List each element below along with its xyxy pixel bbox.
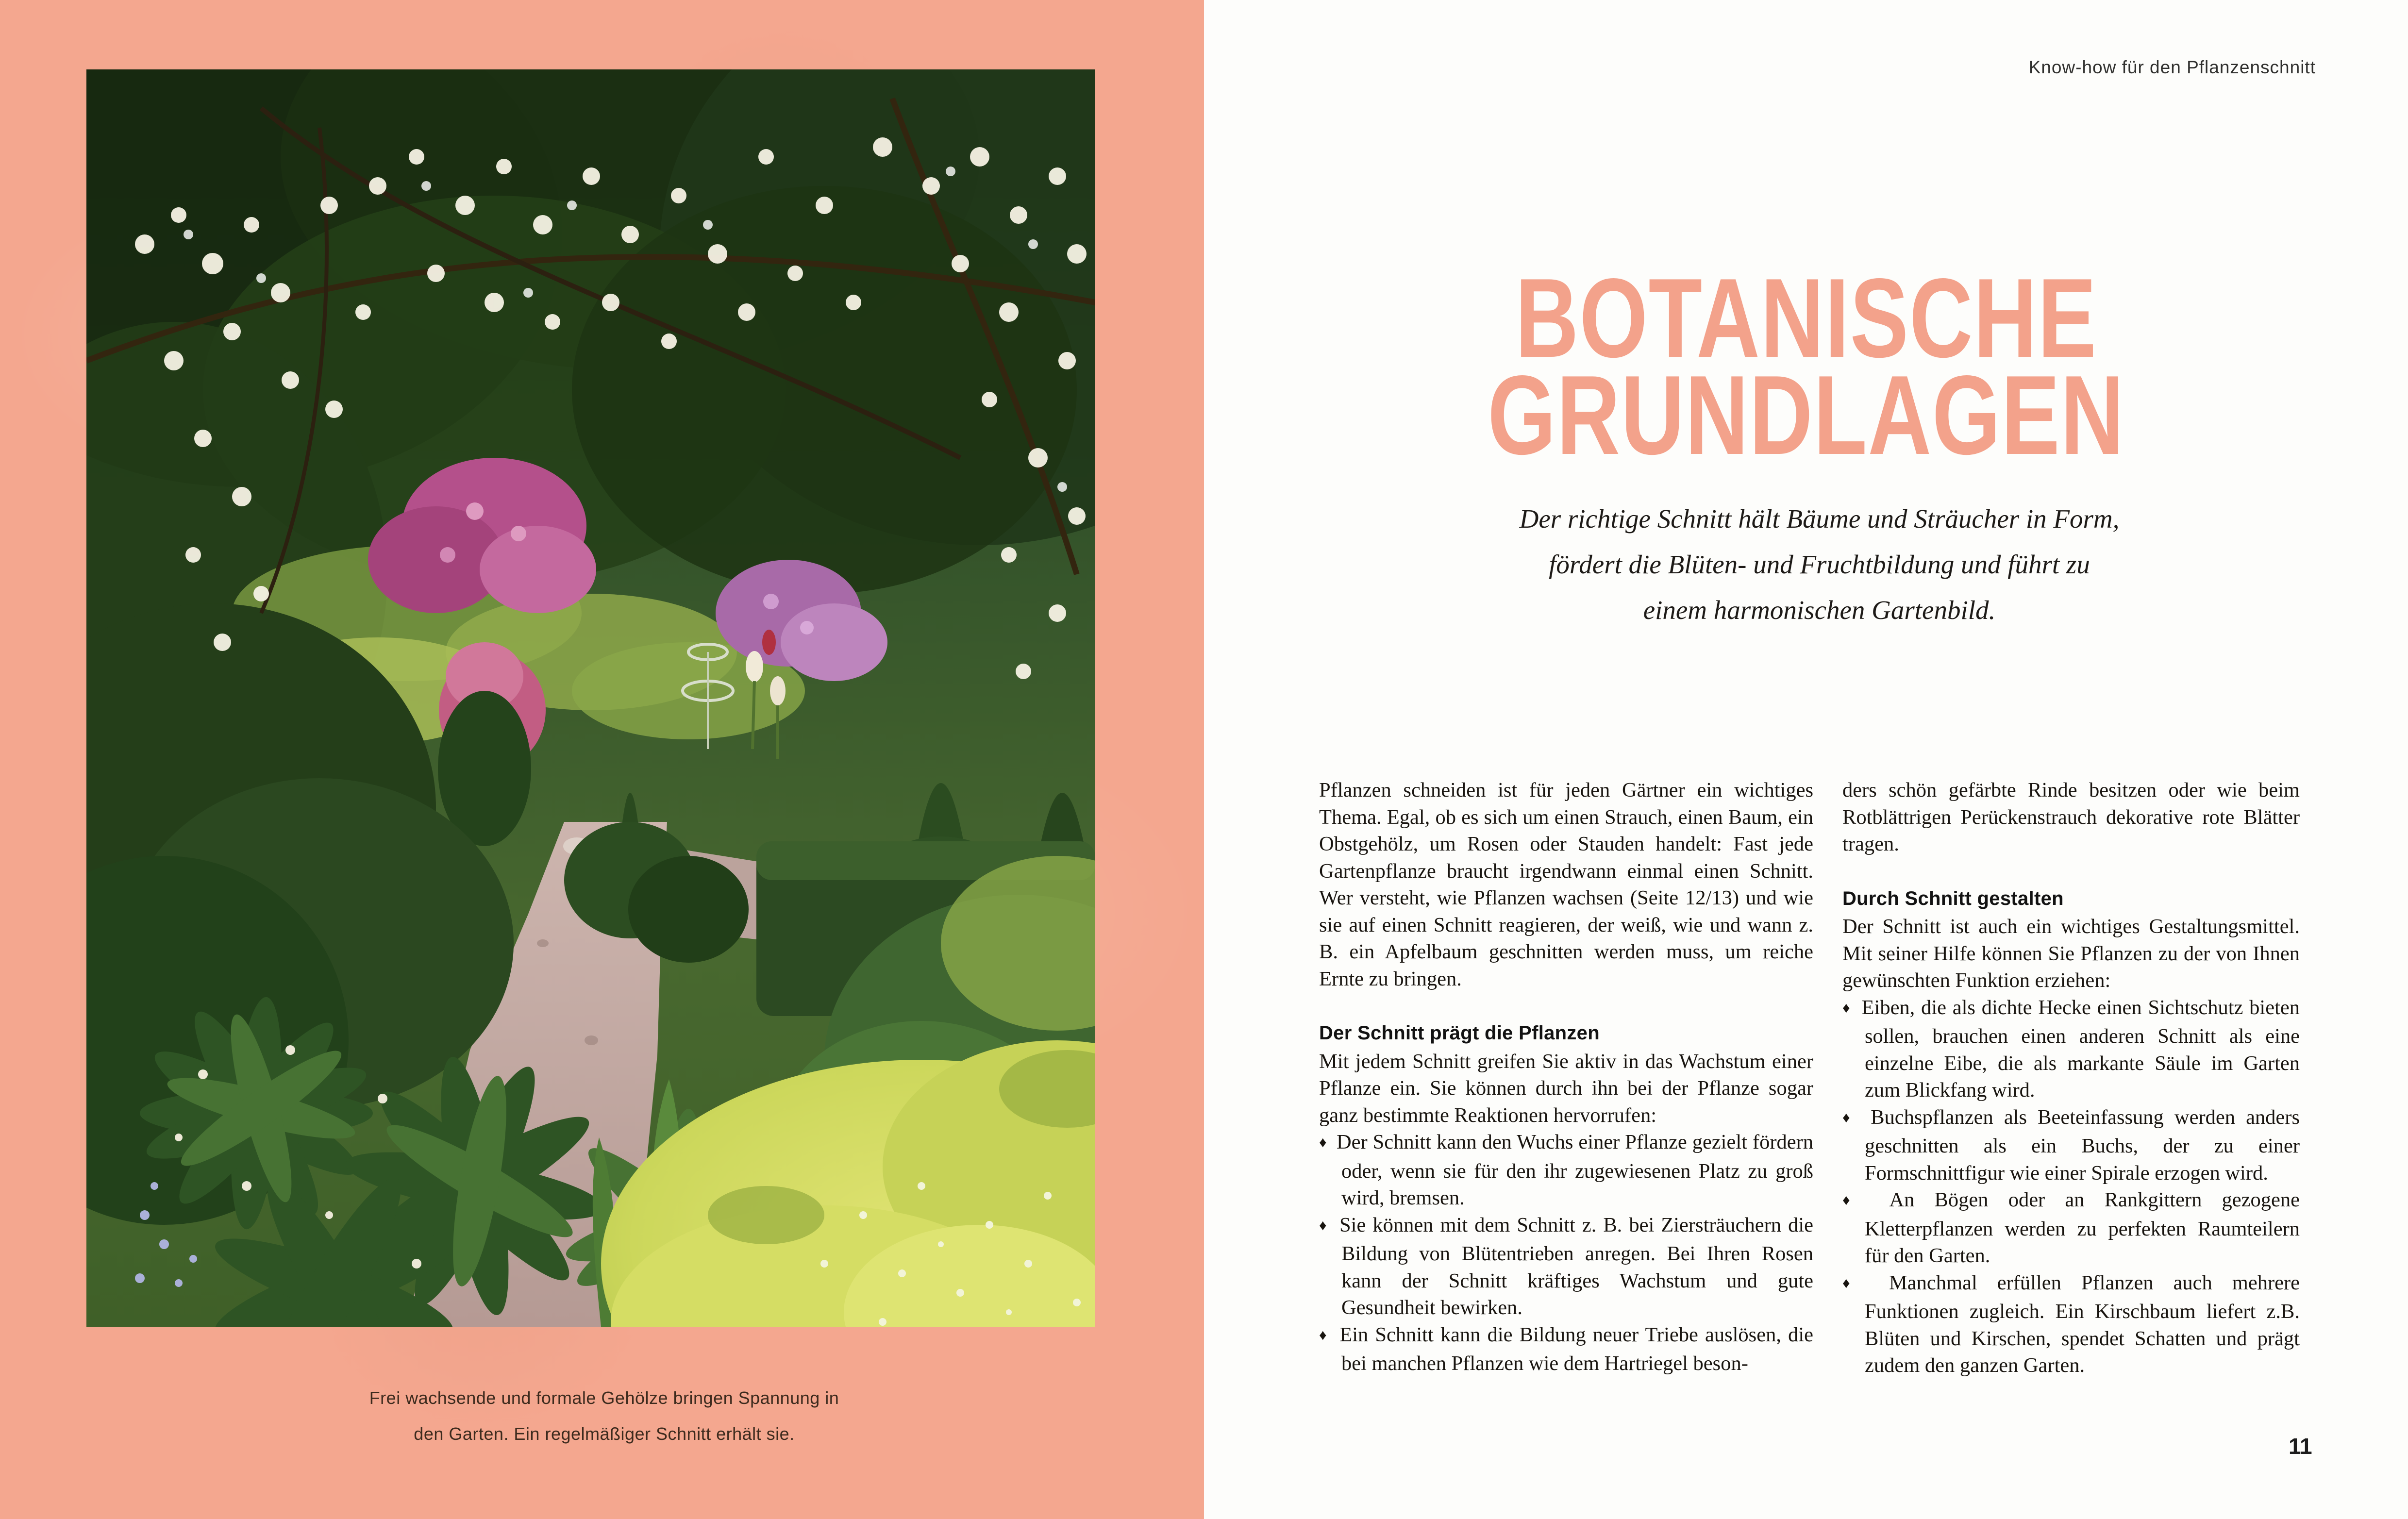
bullet-item: ♦ Manchmal erfüllen Pflanzen auch mehrere Funktionen zugleich. Ein Kirschbaum liefert z.B. Blüten und Kirschen, spendet Schatten und prägt zudem den ganzen Garten. [1842,1269,2300,1379]
body-column-right [1842,777,2300,1379]
body-paragraph: ders schön gefärbte Rinde besitzen oder wie beim Rotblättrigen Perückenstrauch dekorative rote Blätter tragen. [1842,779,2300,855]
subheading-durch-schnitt: Durch Schnitt gestalten [1842,887,2064,909]
garden-photo-illustration [86,69,1095,1327]
page-kicker: Know-how für den Pflanzenschnitt [2028,57,2316,77]
chapter-title-line1: BOTANISCHE [1515,255,2097,381]
bullet-item: ♦ Eiben, die als dichte Hecke einen Sichtschutz bieten sollen, brauchen einen anderen Schnitt als eine einzelne Eibe, die als markante Säule im Garten zum Blickfang wird. [1842,994,2300,1104]
chapter-title-line2: GRUNDLAGEN [1487,352,2125,478]
intro-line1: Der richtige Schnitt hält Bäume und Sträucher in Form, [1519,504,2120,534]
intro-paragraph [1204,496,2408,633]
intro-line3: einem harmonischen Gartenbild. [1643,595,1996,625]
page-number: 11 [2289,1434,2312,1459]
bullet-item: ♦ Buchspflanzen als Beeteinfassung werden anders geschnitten als ein Buchs, der zu einer Formschnittfigur wie einer Spirale erzogen wird. [1842,1104,2300,1187]
body-paragraph: Mit jedem Schnitt greifen Sie aktiv in das Wachstum einer Pflanze ein. Sie können durch ihn bei der Pflanze sogar ganz bestimmte Reaktionen hervorrufen: [1319,1050,1813,1127]
bullet-item: ♦ Ein Schnitt kann die Bildung neuer Triebe auslösen, die bei manchen Pflanzen wie dem Hartriegel beson- [1319,1321,1813,1377]
intro-line2: fördert die Blüten- und Fruchtbildung und führt zu [1549,550,2090,579]
bullet-item: ♦ Der Schnitt kann den Wuchs einer Pflanze gezielt fördern oder, wenn sie für den ihr zugewiesenen Platz zu groß wird, bremsen. [1319,1129,1813,1212]
bullet-item: ♦ Sie können mit dem Schnitt z. B. bei Ziersträuchern die Bildung von Blütentrieben anregen. Bei Ihren Rosen kann der Schnitt kräftiges Wachstum und gute Gesundheit bewirken. [1319,1212,1813,1321]
right-page [1204,0,2408,1519]
body-column-left [1319,777,1813,1377]
photo-caption-line2: den Garten. Ein regelmäßiger Schnitt erhält sie. [414,1424,795,1444]
body-paragraph: Pflanzen schneiden ist für jeden Gärtner ein wichtiges Thema. Egal, ob es sich um einen Strauch, einen Baum, ein Obstgehölz, um Rosen oder Stauden handelt: Fast jede Gartenpflanze braucht irgendwann einmal einen Schnitt. Wer versteht, wie Pflanzen wachsen (Seite 12/13) und wie sie auf einen Schnitt reagieren, der weiß, wie und wann z. B. ein Apfelbaum geschnitten werden muss, um reiche Ernte zu bringen. [1319,779,1813,990]
subheading-schnitt-praegt: Der Schnitt prägt die Pflanzen [1319,1022,1600,1044]
photo-caption-line1: Frei wachsende und formale Gehölze bringen Spannung in [369,1388,839,1408]
body-paragraph: Der Schnitt ist auch ein wichtiges Gestaltungsmittel. Mit seiner Hilfe können Sie Pflanzen zu der von Ihnen gewünschten Funktion erziehen: [1842,915,2300,992]
bullet-item: ♦ An Bögen oder an Rankgittern gezogene Kletterpflanzen werden zu perfekten Raumteilern für den Garten. [1842,1186,2300,1269]
garden-photo [86,69,1095,1327]
chapter-title [1204,255,2408,478]
photo-caption [86,1380,1095,1452]
